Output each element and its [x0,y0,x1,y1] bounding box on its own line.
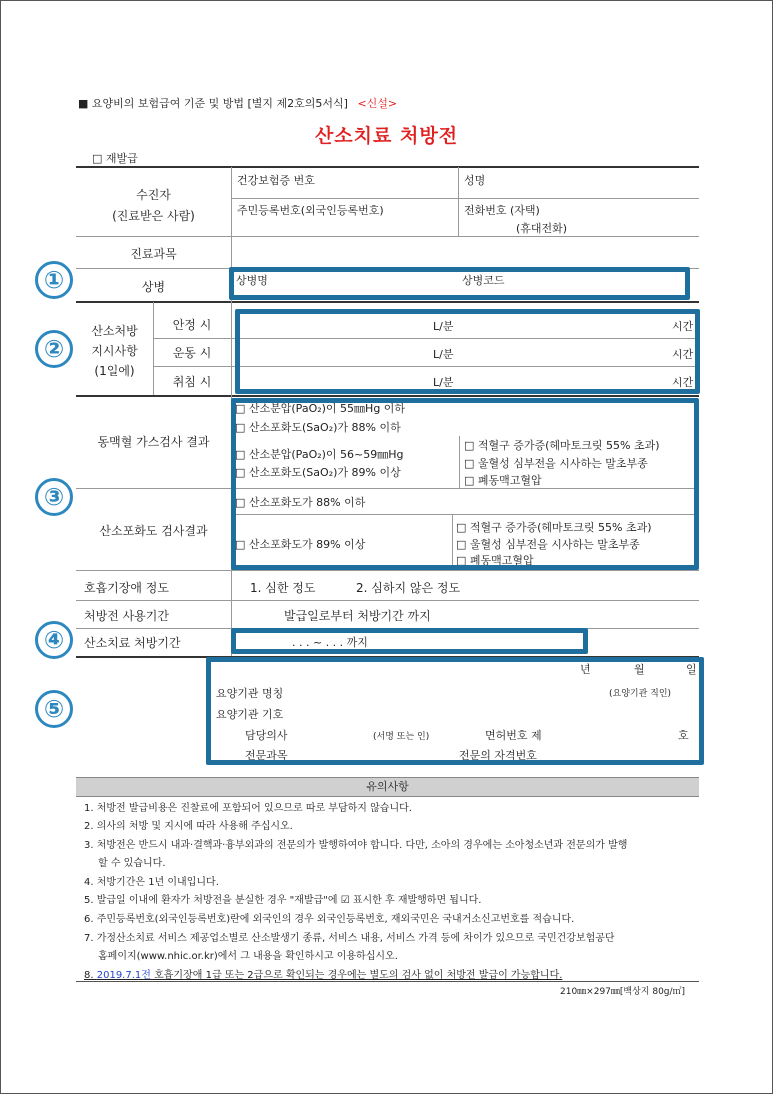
highlight-box-4 [231,628,588,654]
note-item: 홈페이지(www.nhic.or.kr)에서 그 내용을 확인하시고 이용하십시오. [98,951,398,962]
note-item: 2. 의사의 처방 및 지시에 따라 사용해 주십시오. [84,821,293,832]
spo2-sub-1[interactable]: □ 적혈구 증가증(헤마토크릿 55% 초과) [456,521,652,534]
notes-bottom-rule [76,981,699,982]
phone-label[interactable]: 전화번호 (자택) [464,204,540,217]
note-item: 1. 처방전 발급비용은 진찰료에 포함되어 있으므로 따로 부담하지 않습니다. [84,803,412,814]
col-divider [458,167,459,237]
note-8-date: 2019.7.1전 [96,970,151,981]
oxygen-label-3: (1일에) [94,364,135,378]
highlight-box-5 [206,657,704,765]
reissue-checkbox[interactable]: □ 재발급 [92,152,138,165]
rest-unit[interactable]: L/분 [433,320,454,333]
annotation-circle-5: ⑤ [35,690,73,728]
note-item: 할 수 있습니다. [98,858,166,869]
spo2-option-2[interactable]: □ 산소포화도가 89% 이상 [235,538,366,551]
rule-thick [76,301,699,303]
spo2-label: 산소포화도 검사결과 [99,524,208,538]
note-item: 3. 처방전은 반드시 내과·결핵과·흉부외과의 전문의가 발행하여야 합니다. 다만, 소아의 경우에는 소아청소년과 전문의가 발행 [84,840,628,851]
notes-title: 유의사항 [76,777,699,797]
note-item: 5. 발급일 이내에 환자가 처방전을 분실한 경우 "재발급"에 ☑ 표시한 후 재발행하면 됩니다. [84,895,482,906]
exercise-time[interactable]: 시간 [672,348,694,361]
note-item: 6. 주민등록번호(외국인등록번호)란에 외국인의 경우 외국인등록번호, 재외국민은 국내거소신고번호를 적습니다. [84,914,575,925]
specialty-label[interactable]: 전문과목 [245,749,288,762]
rule [76,570,699,571]
patient-label-sub: (진료받은 사람) [112,209,195,223]
exercise-unit[interactable]: L/분 [433,348,454,361]
issue-month[interactable]: 월 [634,663,645,676]
issue-year[interactable]: 년 [580,663,591,676]
annotation-circle-1: ① [35,261,73,299]
table-top-border [76,166,699,168]
highlight-box-2 [235,309,700,394]
usage-label: 처방전 사용기간 [84,609,169,623]
law-ref-text: ■ 요양비의 보험급여 기준 및 방법 [별지 제2호의5서식] [78,97,348,110]
doctor-label[interactable]: 담당의사 [245,729,288,742]
spo2-option-1[interactable]: □ 산소포화도가 88% 이하 [235,496,366,509]
note-item-8 [84,966,562,981]
new-tag: <신설> [357,97,398,110]
oxygen-label-1: 산소처방 [91,324,138,338]
abg-label: 동맥혈 가스검사 결과 [97,435,210,449]
note-item: 7. 가정산소치료 서비스 제공업소별로 산소발생기 종류, 서비스 내용, 서비스 가격 등에 차이가 있으므로 국민건강보험공단 [84,933,615,944]
rule [231,198,699,199]
rule [76,600,699,601]
period-label: 산소치료 처방기간 [84,636,181,650]
abg-sub-1[interactable]: □ 적혈구 증가증(헤마토크릿 55% 초과) [464,439,660,452]
abg-option-4[interactable]: □ 산소포화도(SaO₂)가 89% 이상 [235,466,401,479]
highlight-box-3 [231,398,699,570]
license-label[interactable]: 면허번호 제 [485,729,542,742]
rest-time[interactable]: 시간 [672,320,694,333]
abg-option-1[interactable]: □ 산소분압(PaO₂)이 55㎜Hg 이하 [235,402,406,415]
spo2-sub-3[interactable]: □ 폐동맥고혈압 [456,554,534,567]
sleep-time[interactable]: 시간 [672,376,694,389]
license-ho: 호 [678,729,689,742]
disability-option-1[interactable]: 1. 심한 정도 [250,581,316,595]
abg-option-3[interactable]: □ 산소분압(PaO₂)이 56~59㎜Hg [235,448,404,461]
department-label: 진료과목 [130,247,177,261]
disease-code-label[interactable]: 상병코드 [462,274,505,287]
insurance-no-label[interactable]: 건강보험증 번호 [237,174,315,187]
paper-spec: 210㎜×297㎜[백상지 80g/㎡] [560,987,686,997]
disability-label: 호흡기장애 정도 [84,581,169,595]
note-8-prefix: 8. [84,970,97,981]
name-label[interactable]: 성명 [464,174,486,187]
annotation-circle-2: ② [35,330,73,368]
oxygen-label-2: 지시사항 [91,344,138,358]
period-value[interactable]: . . . ~ . . . 까지 [292,636,368,649]
highlight-box-1 [229,267,690,300]
disability-option-2[interactable]: 2. 심하지 않은 정도 [356,581,461,595]
exercise-label: 운동 시 [172,346,212,360]
note-8-rest: 호흡기장애 1급 또는 2급으로 확인되는 경우에는 별도의 검사 없이 처방전 발급이 가능합니다. [150,970,563,981]
mobile-label[interactable]: (휴대전화) [516,222,568,235]
rest-label: 안정 시 [172,318,212,332]
disease-name-label[interactable]: 상병명 [236,274,268,287]
rule-thick [76,395,699,397]
annotation-circle-4: ④ [35,621,73,659]
org-code-label[interactable]: 요양기관 기호 [216,708,284,721]
org-seal-label: (요양기관 직인) [609,689,672,699]
sign-label: (서명 또는 인) [373,732,430,742]
law-reference [78,95,397,111]
disease-label: 상병 [141,280,166,294]
sleep-unit[interactable]: L/분 [433,376,454,389]
note-item: 4. 처방기간은 1년 이내입니다. [84,877,219,888]
rule [76,236,699,237]
issue-day[interactable]: 일 [686,663,697,676]
usage-value: 발급일로부터 처방기간 까지 [284,609,431,623]
resident-no-label[interactable]: 주민등록번호(외국인등록번호) [237,204,384,217]
spo2-sub-2[interactable]: □ 울혈성 심부전을 시사하는 말초부종 [456,538,640,551]
abg-sub-3[interactable]: □ 폐동맥고혈압 [464,474,542,487]
abg-sub-2[interactable]: □ 울혈성 심부전을 시사하는 말초부종 [464,457,648,470]
abg-option-2[interactable]: □ 산소포화도(SaO₂)가 88% 이하 [235,421,401,434]
patient-label: 수진자 [136,188,171,202]
sleep-label: 취침 시 [172,375,212,389]
org-name-label[interactable]: 요양기관 명칭 [216,687,284,700]
page-title: 산소치료 처방전 [314,125,459,147]
specialist-no-label[interactable]: 전문의 자격번호 [459,749,537,762]
annotation-circle-3: ③ [35,478,73,516]
